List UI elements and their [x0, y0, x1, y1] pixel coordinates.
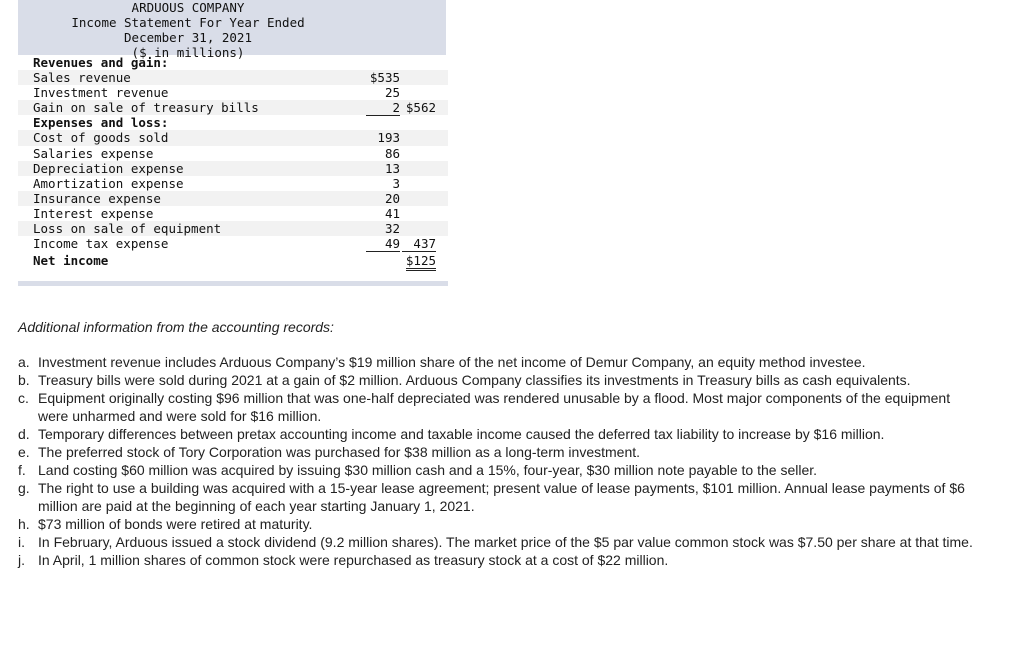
statement-row: [18, 55, 448, 70]
note-marker: f.: [18, 462, 26, 478]
row-label: Insurance expense: [33, 190, 161, 206]
note-item: [18, 515, 978, 533]
note-marker: h.: [18, 516, 30, 532]
note-text: Equipment originally costing $96 million that was one-half depreciated was rendered unusable by a flood. Most major components of the equipment were unharmed and were sold for $16 million.: [38, 390, 951, 424]
row-amount: 41: [384, 205, 400, 221]
statement-row: [18, 130, 448, 145]
note-marker: d.: [18, 426, 30, 442]
statement-rows: [18, 55, 448, 251]
statement-date: December 31, 2021: [124, 30, 252, 45]
note-text: Temporary differences between pretax accounting income and taxable income caused the deferred tax liability to increase by $16 million.: [38, 426, 885, 442]
row-amount: 3: [392, 175, 400, 191]
note-item: [18, 461, 978, 479]
statement-row: [18, 206, 448, 221]
row-amount: 193: [377, 130, 400, 146]
row-total: $562: [405, 100, 436, 116]
note-text: In April, 1 million shares of common stock were repurchased as treasury stock at a cost of $22 million.: [38, 552, 669, 568]
note-text: The right to use a building was acquired with a 15-year lease agreement; present value of lease payments, $101 million. Annual lease payments of $6 million are paid at the beginning of each year starting January 1, 2021.: [38, 480, 965, 514]
statement-row: [18, 221, 448, 236]
statement-units: ($ in millions): [131, 45, 245, 60]
row-label: Cost of goods sold: [33, 130, 169, 146]
note-marker: b.: [18, 372, 30, 388]
row-amount: 86: [384, 145, 400, 161]
row-amount: 49: [348, 236, 400, 252]
statement-row: [18, 146, 448, 161]
row-label: Gain on sale of treasury bills: [33, 100, 259, 116]
statement-row: [18, 176, 448, 191]
statement-header: [18, 0, 446, 60]
note-text: Treasury bills were sold during 2021 at a gain of $2 million. Arduous Company classifies its investments in Treasury bills as cash equivalents.: [38, 372, 911, 388]
additional-info-title: Additional information from the accounting records:: [18, 319, 334, 335]
note-marker: i.: [18, 534, 25, 550]
statement-row: [18, 236, 448, 251]
notes-list: [18, 353, 978, 569]
row-total: 437: [402, 236, 436, 252]
note-marker: g.: [18, 480, 30, 496]
net-income-value: $125: [402, 251, 436, 271]
row-amount: $535: [369, 70, 400, 86]
row-label: Investment revenue: [33, 85, 169, 101]
statement-row: [18, 161, 448, 176]
note-text: Land costing $60 million was acquired by issuing $30 million cash and a 15%, four-year, $30 million note payable to the seller.: [38, 462, 818, 478]
row-label: Expenses and loss:: [33, 115, 169, 131]
note-marker: j.: [18, 552, 25, 568]
note-text: The preferred stock of Tory Corporation was purchased for $38 million as a long-term investment.: [38, 444, 641, 460]
row-label: Salaries expense: [33, 145, 154, 161]
note-text: $73 million of bonds were retired at maturity.: [38, 516, 313, 532]
row-amount: 25: [384, 85, 400, 101]
note-item: [18, 551, 978, 569]
note-item: [18, 425, 978, 443]
row-amount: 32: [384, 221, 400, 237]
statement-title: Income Statement For Year Ended: [71, 15, 305, 30]
income-statement: [18, 0, 448, 286]
row-label: Income tax expense: [33, 236, 169, 252]
note-item: [18, 389, 978, 425]
row-label: Loss on sale of equipment: [33, 221, 222, 237]
note-marker: e.: [18, 444, 30, 460]
note-item: [18, 353, 978, 371]
note-item: [18, 479, 978, 515]
row-label: Depreciation expense: [33, 160, 184, 176]
statement-row: [18, 85, 448, 100]
note-text: Investment revenue includes Arduous Company’s $19 million share of the net income of Demur Company, an equity method investee.: [38, 354, 866, 370]
net-income-label: Net income: [33, 253, 109, 269]
note-item: [18, 443, 978, 461]
statement-footer-bar: [18, 281, 448, 286]
row-label: Sales revenue: [33, 70, 131, 86]
row-label: Amortization expense: [33, 175, 184, 191]
net-income-row: [18, 251, 448, 271]
row-amount: 13: [384, 160, 400, 176]
statement-row: [18, 100, 448, 115]
note-marker: c.: [18, 390, 29, 406]
row-label: Interest expense: [33, 205, 154, 221]
note-text: In February, Arduous issued a stock dividend (9.2 million shares). The market price of the $5 par value common stock was $7.50 per share at that time.: [38, 534, 973, 550]
row-label: Revenues and gain:: [33, 55, 169, 70]
statement-row: [18, 191, 448, 206]
note-item: [18, 371, 978, 389]
note-item: [18, 533, 978, 551]
statement-row: [18, 70, 448, 85]
row-amount: 20: [384, 190, 400, 206]
statement-row: [18, 115, 448, 130]
row-amount: 2: [348, 100, 400, 116]
note-marker: a.: [18, 354, 30, 370]
company-name: ARDUOUS COMPANY: [131, 0, 245, 15]
